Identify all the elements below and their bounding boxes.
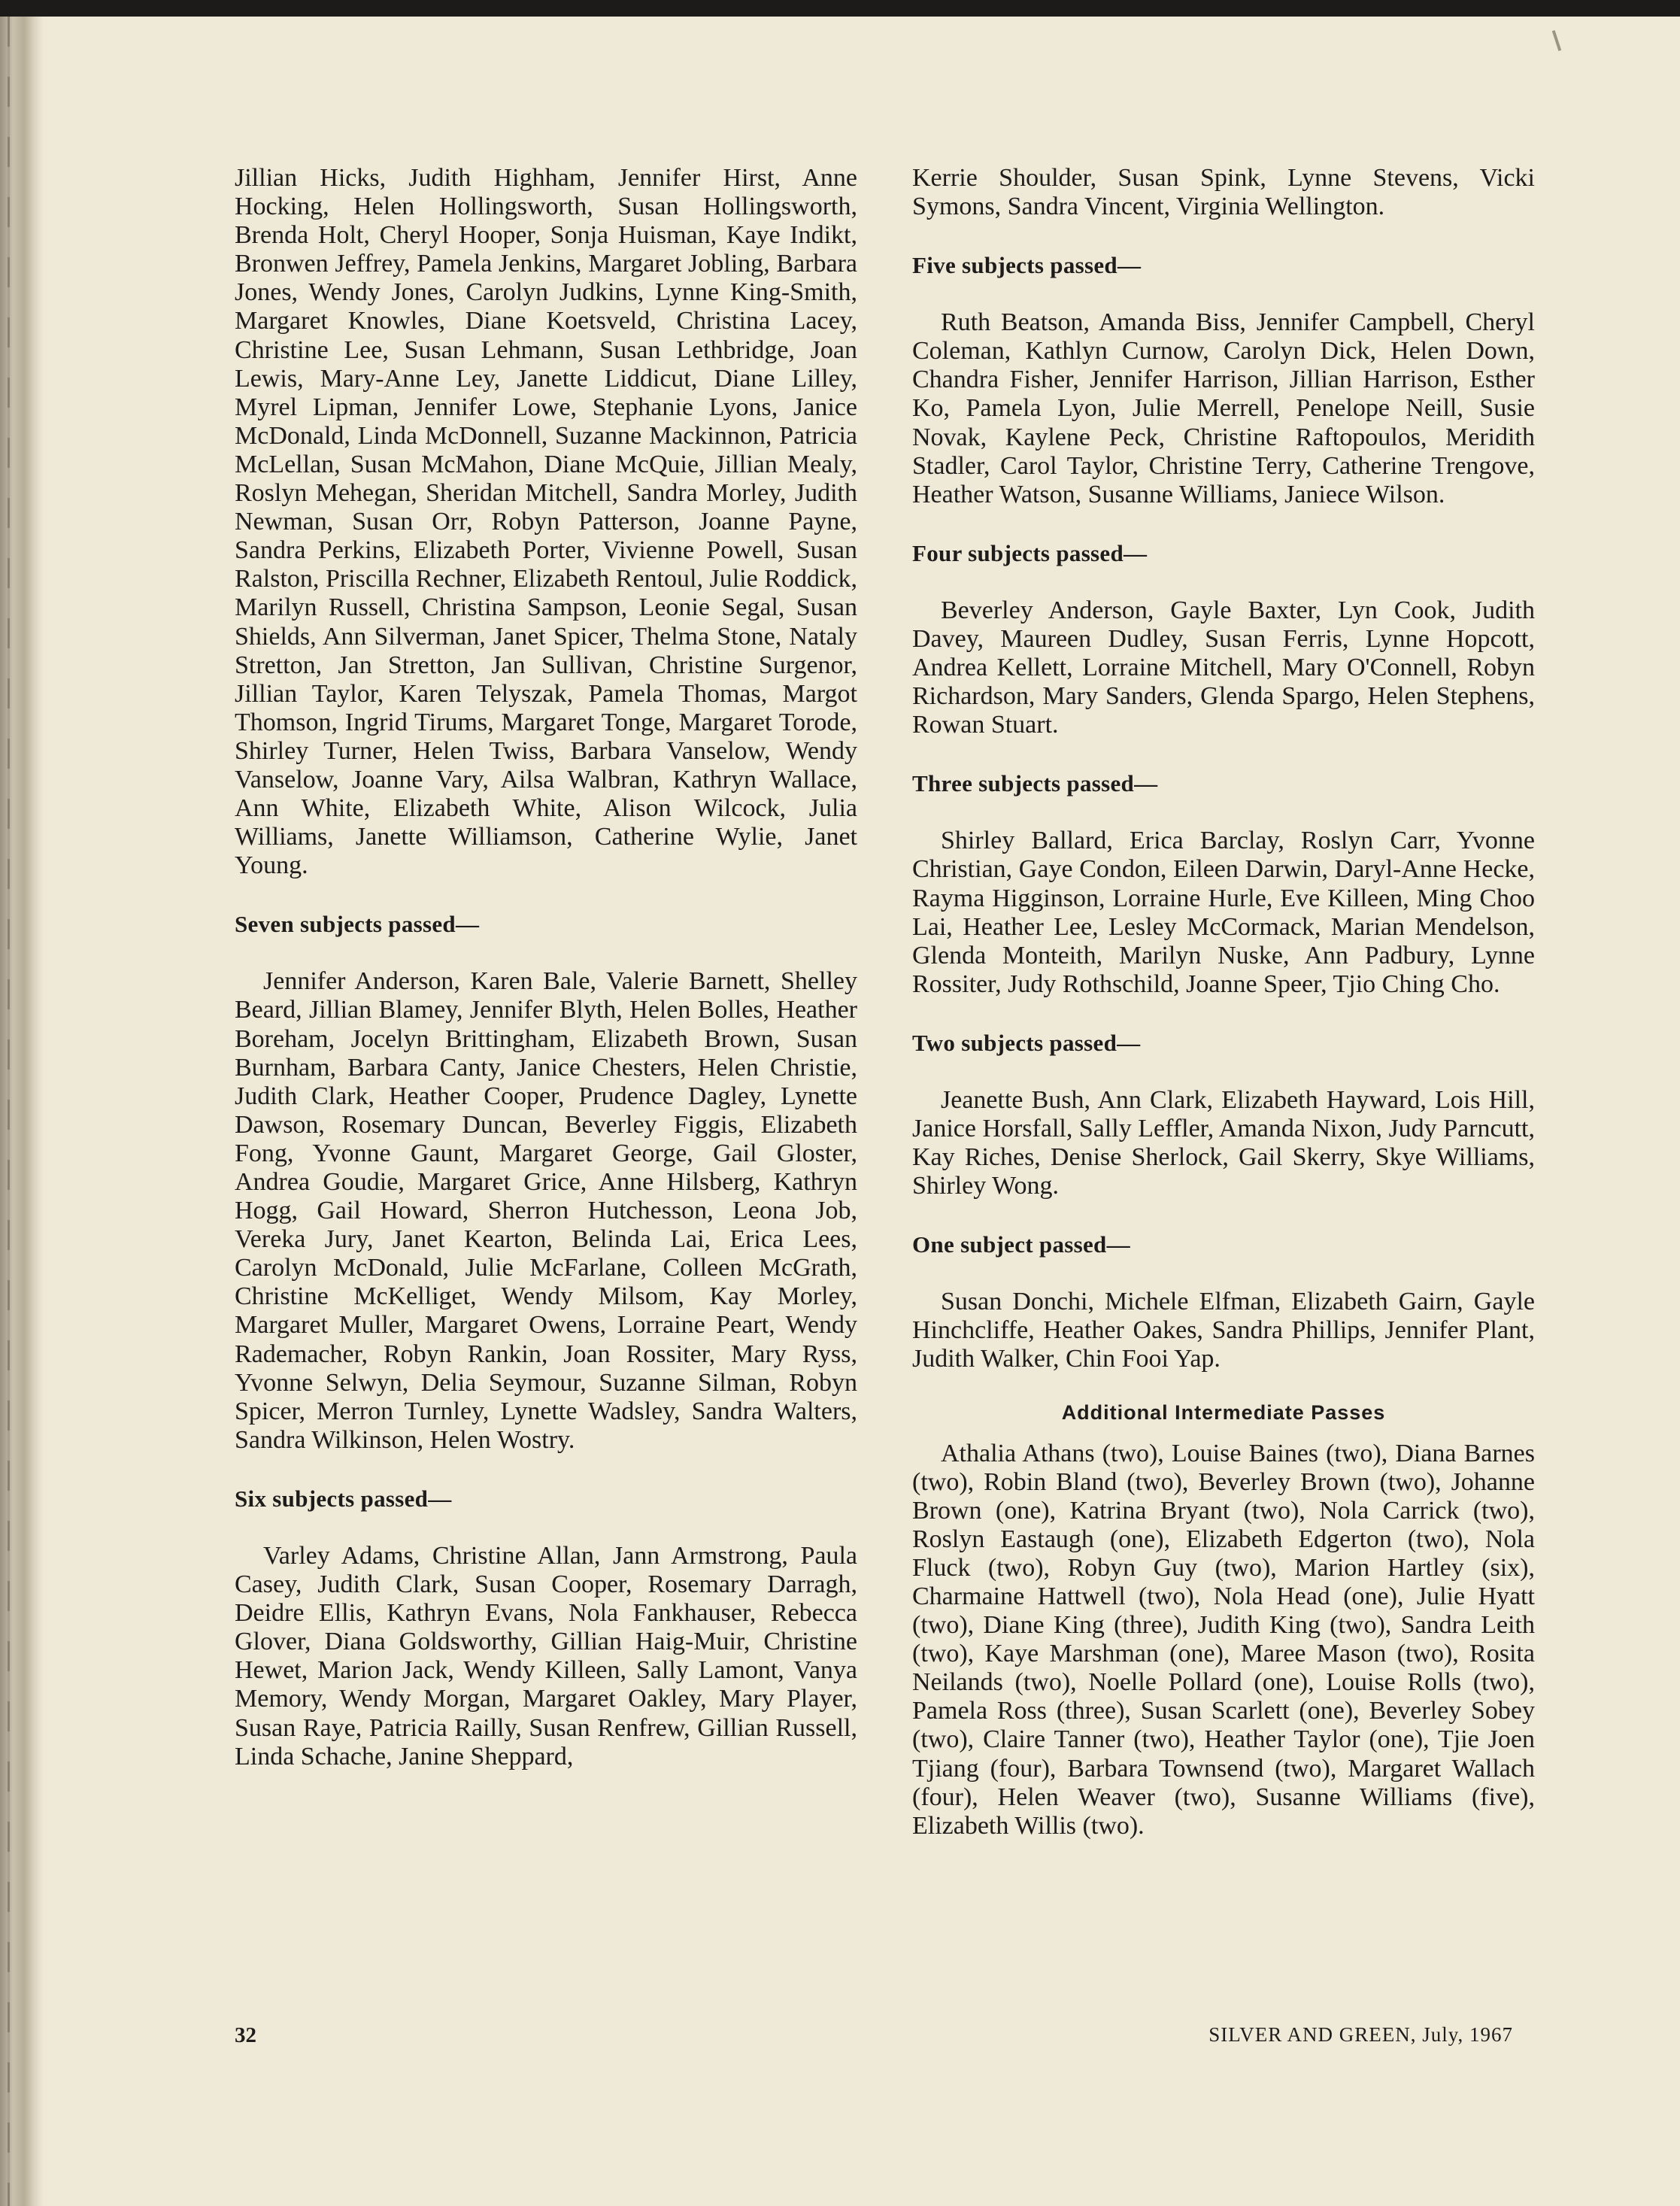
page-number: 32	[235, 2023, 256, 2047]
additional-passes-heading: Additional Intermediate Passes	[1061, 1400, 1386, 1424]
one-subject-list: Susan Donchi, Michele Elfman, Elizabeth Gairn, Gayle Hinchcliffe, Heather Oakes, Sandra Phillips, Jennifer Plant, Judith Walker, Chin Fooi Yap.	[912, 1288, 1535, 1373]
left-column	[235, 164, 857, 1771]
list-continued-paragraph: Jillian Hicks, Judith Highham, Jennifer Hirst, Anne Hocking, Helen Hollingsworth, Susan Hollingsworth, Brenda Holt, Cheryl Hooper, Sonja Huisman, Kaye Indikt, Bronwen Jeffrey, Pamela Jenkins, Margaret Jobling, Barbara Jones, Wendy Jones, Carolyn Judkins, Lynne King-Smith, Margaret Knowles, Diane Koetsveld, Christina Lacey, Christine Lee, Susan Lehmann, Susan Lethbridge, Joan Lewis, Mary-Anne Ley, Janette Liddicut, Diane Lilley, Myrel Lipman, Jennifer Lowe, Stephanie Lyons, Janice McDonald, Linda McDonnell, Suzanne Mackinnon, Patricia McLellan, Susan McMahon, Diane McQuie, Jillian Mealy, Roslyn Mehegan, Sheridan Mitchell, Sandra Morley, Judith Newman, Susan Orr, Robyn Patterson, Joanne Payne, Sandra Perkins, Elizabeth Porter, Vivienne Powell, Susan Ralston, Priscilla Rechner, Elizabeth Rentoul, Julie Roddick, Marilyn Russell, Christina Sampson, Leonie Segal, Susan Shields, Ann Silverman, Janet Spicer, Thelma Stone, Nataly Stretton, Jan Stretton, Jan Sullivan, Christine Surgenor, Jillian Taylor, Karen Telyszak, Pamela Thomas, Margot Thomson, Ingrid Tirums, Margaret Tonge, Margaret Torode, Shirley Turner, Helen Twiss, Barbara Vanselow, Wendy Vanselow, Joanne Vary, Ailsa Walbran, Kathryn Wallace, Ann White, Elizabeth White, Alison Wilcock, Julia Williams, Janette Williamson, Catherine Wylie, Janet Young.	[235, 164, 857, 880]
four-subjects-list: Beverley Anderson, Gayle Baxter, Lyn Cook, Judith Davey, Maureen Dudley, Susan Ferris, Lynne Hopcott, Andrea Kellett, Lorraine Mitchell, Mary O'Connell, Robyn Richardson, Mary Sanders, Glenda Spargo, Helen Stephens, Rowan Stuart.	[912, 596, 1535, 739]
page-binding-edge	[0, 17, 44, 2206]
corner-tick-mark	[1552, 30, 1561, 51]
six-subjects-list: Varley Adams, Christine Allan, Jann Armstrong, Paula Casey, Judith Clark, Susan Cooper, Rosemary Darragh, Deidre Ellis, Kathryn Evans, Nola Fankhauser, Rebecca Glover, Diana Goldsworthy, Gillian Haig-Muir, Christine Hewet, Marion Jack, Wendy Killeen, Sally Lamont, Vanya Memory, Wendy Morgan, Margaret Oakley, Mary Player, Susan Raye, Patricia Railly, Susan Renfrew, Gillian Russell, Linda Schache, Janine Sheppard,	[235, 1541, 857, 1771]
additional-passes-list: Athalia Athans (two), Louise Baines (two), Diana Barnes (two), Robin Bland (two), Beverley Brown (two), Johanne Brown (one), Katrina Bryant (two), Nola Carrick (two), Roslyn Eastaugh (one), Elizabeth Edgerton (two), Nola Fluck (two), Robyn Guy (two), Marion Hartley (six), Charmaine Hattwell (two), Nola Head (one), Julie Hyatt (two), Diane King (three), Judith King (two), Sandra Leith (two), Kaye Marshman (one), Maree Mason (two), Rosita Neilands (two), Noelle Pollard (one), Louise Rolls (two), Pamela Ross (three), Susan Scarlett (one), Beverley Sobey (two), Claire Tanner (two), Heather Taylor (one), Tjie Joen Tjiang (four), Barbara Townsend (two), Margaret Wallach (four), Helen Weaver (two), Susanne Williams (five), Elizabeth Willis (two).	[912, 1439, 1535, 1840]
three-subjects-list: Shirley Ballard, Erica Barclay, Roslyn Carr, Yvonne Christian, Gaye Condon, Eileen Darwin, Daryl-Anne Hecke, Rayma Higginson, Lorraine Hurle, Eve Killeen, Ming Choo Lai, Heather Lee, Lesley McCormack, Marian Mendelson, Glenda Monteith, Marilyn Nuske, Ann Padbury, Lynne Rossiter, Judy Rothschild, Joanne Speer, Tjio Ching Cho.	[912, 827, 1535, 998]
two-subjects-list: Jeanette Bush, Ann Clark, Elizabeth Hayward, Lois Hill, Janice Horsfall, Sally Leffler, Amanda Nixon, Judy Parncutt, Kay Riches, Denise Sherlock, Gail Skerry, Skye Williams, Shirley Wong.	[912, 1085, 1535, 1200]
top-edge-rule	[0, 0, 1680, 17]
seven-subjects-list: Jennifer Anderson, Karen Bale, Valerie Barnett, Shelley Beard, Jillian Blamey, Jennifer Blyth, Helen Bolles, Heather Boreham, Jocelyn Brittingham, Elizabeth Brown, Susan Burnham, Barbara Canty, Janice Chesters, Helen Christie, Judith Clark, Heather Cooper, Prudence Dagley, Lynette Dawson, Rosemary Duncan, Beverley Figgis, Elizabeth Fong, Yvonne Gaunt, Margaret George, Gail Gloster, Andrea Goudie, Margaret Grice, Anne Hilsberg, Kathryn Hogg, Gail Howard, Sherron Hutchesson, Leona Job, Vereka Jury, Janet Kearton, Belinda Lai, Erica Lees, Carolyn McDonald, Julie McFarlane, Colleen McGrath, Christine McKelliget, Wendy Milsom, Kay Morley, Margaret Muller, Margaret Owens, Lorraine Peart, Wendy Rademacher, Robyn Rankin, Joan Rossiter, Mary Ryss, Yvonne Selwyn, Delia Seymour, Suzanne Silman, Robyn Spicer, Merron Turnley, Lynette Wadsley, Sandra Walters, Sandra Wilkinson, Helen Wostry.	[235, 967, 857, 1454]
six-subjects-list-continued: Kerrie Shoulder, Susan Spink, Lynne Stevens, Vicki Symons, Sandra Vincent, Virginia Wellington.	[912, 164, 1535, 221]
two-subjects-heading: Two subjects passed—	[912, 1029, 1141, 1056]
five-subjects-list: Ruth Beatson, Amanda Biss, Jennifer Campbell, Cheryl Coleman, Kathlyn Curnow, Carolyn Dick, Helen Down, Chandra Fisher, Jennifer Harrison, Jillian Harrison, Esther Ko, Pamela Lyon, Julie Merrell, Penelope Neill, Susie Novak, Kaylene Peck, Christine Raftopoulos, Meridith Stadler, Carol Taylor, Christine Terry, Catherine Trengove, Heather Watson, Susanne Williams, Janiece Wilson.	[912, 308, 1535, 508]
publication-footer: SILVER AND GREEN, July, 1967	[1208, 2023, 1513, 2046]
seven-subjects-heading: Seven subjects passed—	[235, 911, 480, 938]
one-subject-heading: One subject passed—	[912, 1231, 1130, 1258]
three-subjects-heading: Three subjects passed—	[912, 770, 1158, 797]
four-subjects-heading: Four subjects passed—	[912, 539, 1148, 566]
right-column	[912, 164, 1535, 1840]
five-subjects-heading: Five subjects passed—	[912, 252, 1142, 279]
six-subjects-heading: Six subjects passed—	[235, 1485, 452, 1512]
